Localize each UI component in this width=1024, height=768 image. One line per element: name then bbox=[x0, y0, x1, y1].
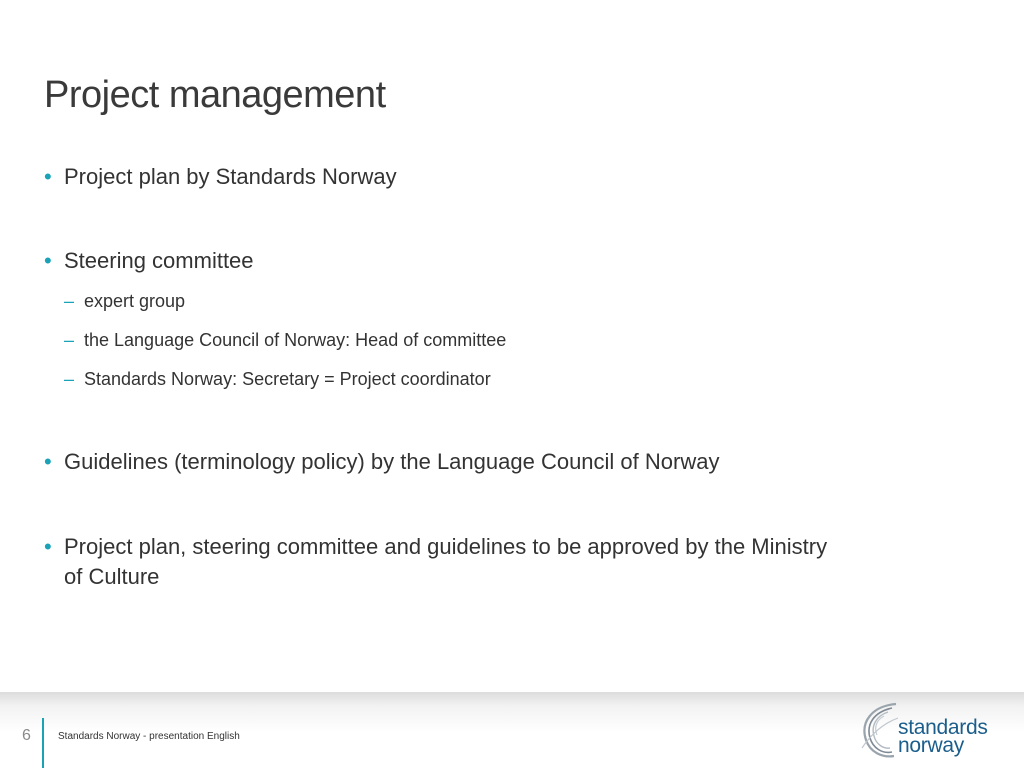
footer-divider bbox=[42, 718, 44, 768]
bullet-icon: • bbox=[44, 164, 52, 189]
bullet-icon: • bbox=[44, 248, 52, 273]
page-number: 6 bbox=[22, 727, 31, 744]
bullet-item bbox=[44, 447, 944, 477]
sub-bullet-text: expert group bbox=[84, 291, 186, 311]
dash-icon: – bbox=[64, 291, 75, 311]
footer-caption: Standards Norway - presentation English bbox=[58, 731, 240, 742]
slide-title: Project management bbox=[44, 74, 386, 116]
sub-bullet-item bbox=[64, 328, 506, 352]
dash-icon: – bbox=[64, 369, 75, 389]
sub-bullet-item bbox=[64, 289, 185, 313]
bullet-item bbox=[44, 246, 944, 276]
sub-bullet-text: Standards Norway: Secretary = Project coordinator bbox=[84, 369, 491, 389]
bullet-icon: • bbox=[44, 449, 52, 474]
bullet-text: Project plan, steering committee and guidelines to be approved by the Ministry of Culture bbox=[64, 534, 828, 589]
logo-word-norway: norway bbox=[898, 734, 964, 757]
sub-bullet-text: the Language Council of Norway: Head of committee bbox=[84, 330, 507, 350]
swoosh-icon bbox=[856, 700, 900, 760]
bullet-item bbox=[44, 532, 834, 592]
logo-word-standards: standards bbox=[898, 716, 988, 739]
bullet-text: Project plan by Standards Norway bbox=[64, 164, 397, 189]
bullet-item bbox=[44, 162, 944, 192]
bullet-text: Guidelines (terminology policy) by the Language Council of Norway bbox=[64, 449, 720, 474]
bullet-text: Steering committee bbox=[64, 248, 254, 273]
standards-norway-logo bbox=[856, 700, 1006, 760]
dash-icon: – bbox=[64, 330, 75, 350]
sub-bullet-item bbox=[64, 367, 491, 391]
bullet-icon: • bbox=[44, 534, 52, 559]
